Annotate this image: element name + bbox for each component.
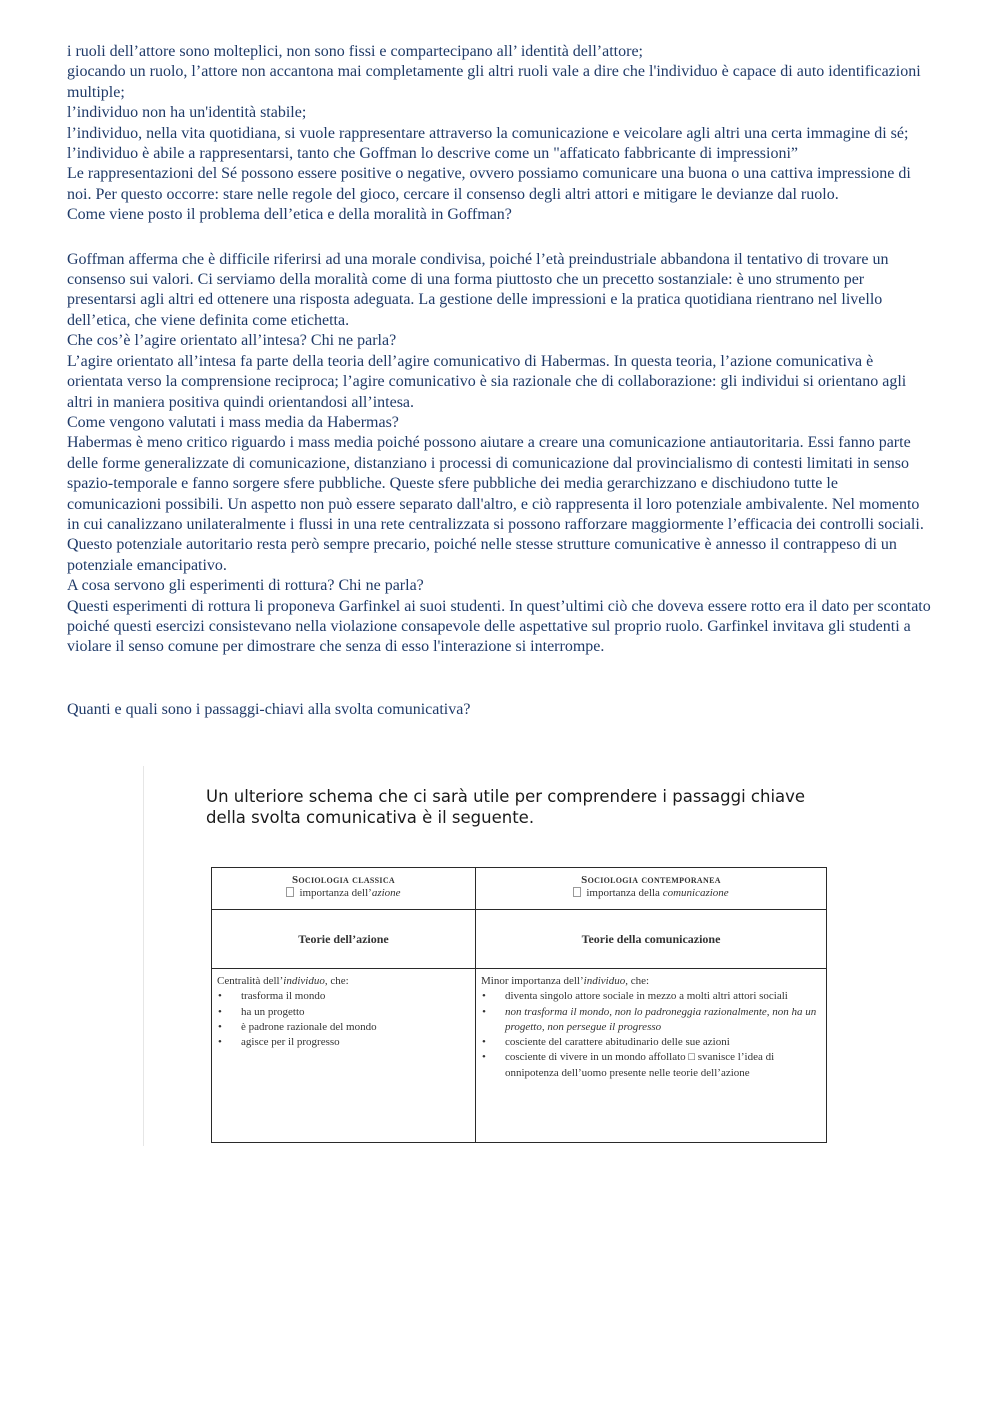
column-header xyxy=(476,868,826,910)
paragraph: Habermas è meno critico riguardo i mass media poiché possono aiutare a creare una comunicazione antiautoritaria. Essi fanno parte delle forme generalizzate di comunicazione, distanziano i processi di comunicazione dal provincialismo di contesti limitati in senso spazio-temporale e fanno sorgere sfere pubbliche. Queste sfere pubbliche dei media gerarchizzano e dischiudono tutte le comunicazioni possibili. Un aspetto non può essere separato dall'altro, e ciò rappresenta il loro potenziale ambivalente. Nel momento in cui canalizzano unilateralmente i flussi in una rete centralizzata si possono rafforzare maggiormente l’efficacia dei controlli sociali. Questo potenziale autoritario resta però sempre precario, poiché nelle stesse strutture comunicative è annesso il contrappeso di un potenziale emancipativo. xyxy=(67,434,924,574)
column-contemporary xyxy=(476,868,826,1142)
subtitle-prefix: importanza della xyxy=(586,887,663,899)
square-glyph-icon xyxy=(573,887,581,897)
question-heading: Che cos’è l’agire orientato all’intesa? Chi ne parla? xyxy=(67,332,397,350)
paragraph: i ruoli dell’attore sono molteplici, non sono fissi e compartecipano all’ identità dell’attore; xyxy=(67,43,643,60)
paragraph: l’individuo, nella vita quotidiana, si vuole rappresentare attraverso la comunicazione e veicolare agli altri una certa immagine di sé; xyxy=(67,124,909,142)
list-item: • agisce per il progresso xyxy=(217,1035,471,1050)
list-item: • è padrone razionale del mondo xyxy=(217,1020,471,1035)
question-heading: Quanti e quali sono i passaggi-chiavi alla svolta comunicativa? xyxy=(67,700,471,718)
comparison-table xyxy=(211,867,827,1143)
spacer xyxy=(67,226,933,250)
paragraph: Questi esperimenti di rottura li proponeva Garfinkel ai suoi studenti. In quest’ultimi ciò che doveva essere rotto era il dato per scontato poiché questi esercizi consistevano nella violazione consapevole delle aspettative sul proprio ruolo. Garfinkel invitava gli studenti a violare il senso comune per dimostrare che senza di esso l'interazione si interrompe. xyxy=(67,597,931,656)
body-lead xyxy=(481,974,822,989)
spacer xyxy=(67,658,933,700)
column-subtitle xyxy=(476,887,826,900)
column-header xyxy=(212,868,475,910)
paragraph: Le rappresentazioni del Sé possono essere positive o negative, ovvero possiamo comunicare una buona o una cattiva impressione di noi. Per questo occorre: stare nelle regole del gioco, cercare il consenso degli altri attori e mitigare le devianze dal ruolo. xyxy=(67,165,911,203)
list-item: • ha un progetto xyxy=(217,1005,471,1020)
question-heading: A cosa servono gli esperimenti di rottura? Chi ne parla? xyxy=(67,577,424,595)
lead-suffix: , che: xyxy=(625,975,650,987)
paragraph: L’agire orientato all’intesa fa parte della teoria dell’agire comunicativo di Habermas. In questa teoria, l’azione comunicativa è orientata verso la comprensione reciproca; l’agire comunicativo è sia razionale che di collaborazione: gli individui si orientano agli altri in maniera positiva quindi orientandosi all’intesa. xyxy=(67,352,907,411)
subtitle-prefix: importanza dell’ xyxy=(299,887,372,899)
column-body xyxy=(476,969,826,1142)
figure-intro-text: Un ulteriore schema che ci sarà utile per comprendere i passaggi chiave della svolta comunicativa è il seguente. xyxy=(206,787,806,827)
list-item: • cosciente di vivere in un mondo affollato □ svanisce l’idea di onnipotenza dell’uomo presente nelle teorie dell’azione xyxy=(481,1050,822,1081)
column-title: Sociologia classica xyxy=(291,874,396,886)
column-title: Sociologia contemporanea xyxy=(581,874,721,886)
theory-label: Teorie dell’azione xyxy=(212,911,475,969)
column-subtitle xyxy=(212,887,475,900)
list-item: • non trasforma il mondo, non lo padroneggia razionalmente, non ha un progetto, non persegue il progresso xyxy=(481,1005,822,1036)
document-body xyxy=(67,42,933,720)
subtitle-emphasis: comunicazione xyxy=(662,887,729,899)
paragraph: l’individuo non ha un'identità stabile; xyxy=(67,104,307,122)
lead-suffix: , che: xyxy=(324,975,349,987)
lead-prefix: Minor importanza dell’ xyxy=(481,975,584,987)
embedded-figure xyxy=(143,766,834,1146)
lead-emphasis: individuo xyxy=(583,975,626,987)
paragraph: giocando un ruolo, l’attore non accantona mai completamente gli altri ruoli vale a dire che l'individuo è capace di auto identificazioni multiple; xyxy=(67,63,921,101)
column-classical xyxy=(212,868,476,1142)
paragraph: Goffman afferma che è difficile riferirsi ad una morale condivisa, poiché l’età preindustriale abbandona il tentativo di trovare un consenso sui valori. Ci serviamo della moralità come di una forma piuttosto che un precetto sostanziale: è uno strumento per presentarsi agli altri ed ottenere una risposta adeguata. La gestione delle impressioni e la pratica quotidiana rientrano nel livello dell’etica, che viene definita come etichetta. xyxy=(67,250,889,329)
bullet-list xyxy=(481,989,822,1081)
theory-label: Teorie della comunicazione xyxy=(476,911,826,969)
paragraph: l’individuo è abile a rappresentarsi, tanto che Goffman lo descrive come un "affaticato fabbricante di impressioni” xyxy=(67,145,799,163)
subtitle-emphasis: azione xyxy=(371,887,401,899)
lead-prefix: Centralità dell’ xyxy=(217,975,284,987)
body-lead xyxy=(217,974,471,989)
bullet-list xyxy=(217,989,471,1050)
question-heading: Come vengono valutati i mass media da Habermas? xyxy=(67,413,399,431)
list-item: • diventa singolo attore sociale in mezzo a molti altri attori sociali xyxy=(481,989,822,1004)
question-heading: Come viene posto il problema dell’etica e della moralità in Goffman? xyxy=(67,206,512,224)
lead-emphasis: individuo xyxy=(283,975,325,987)
column-body xyxy=(212,969,475,1142)
list-item: • trasforma il mondo xyxy=(217,989,471,1004)
list-item: • cosciente del carattere abitudinario delle sue azioni xyxy=(481,1035,822,1050)
square-glyph-icon xyxy=(286,887,294,897)
